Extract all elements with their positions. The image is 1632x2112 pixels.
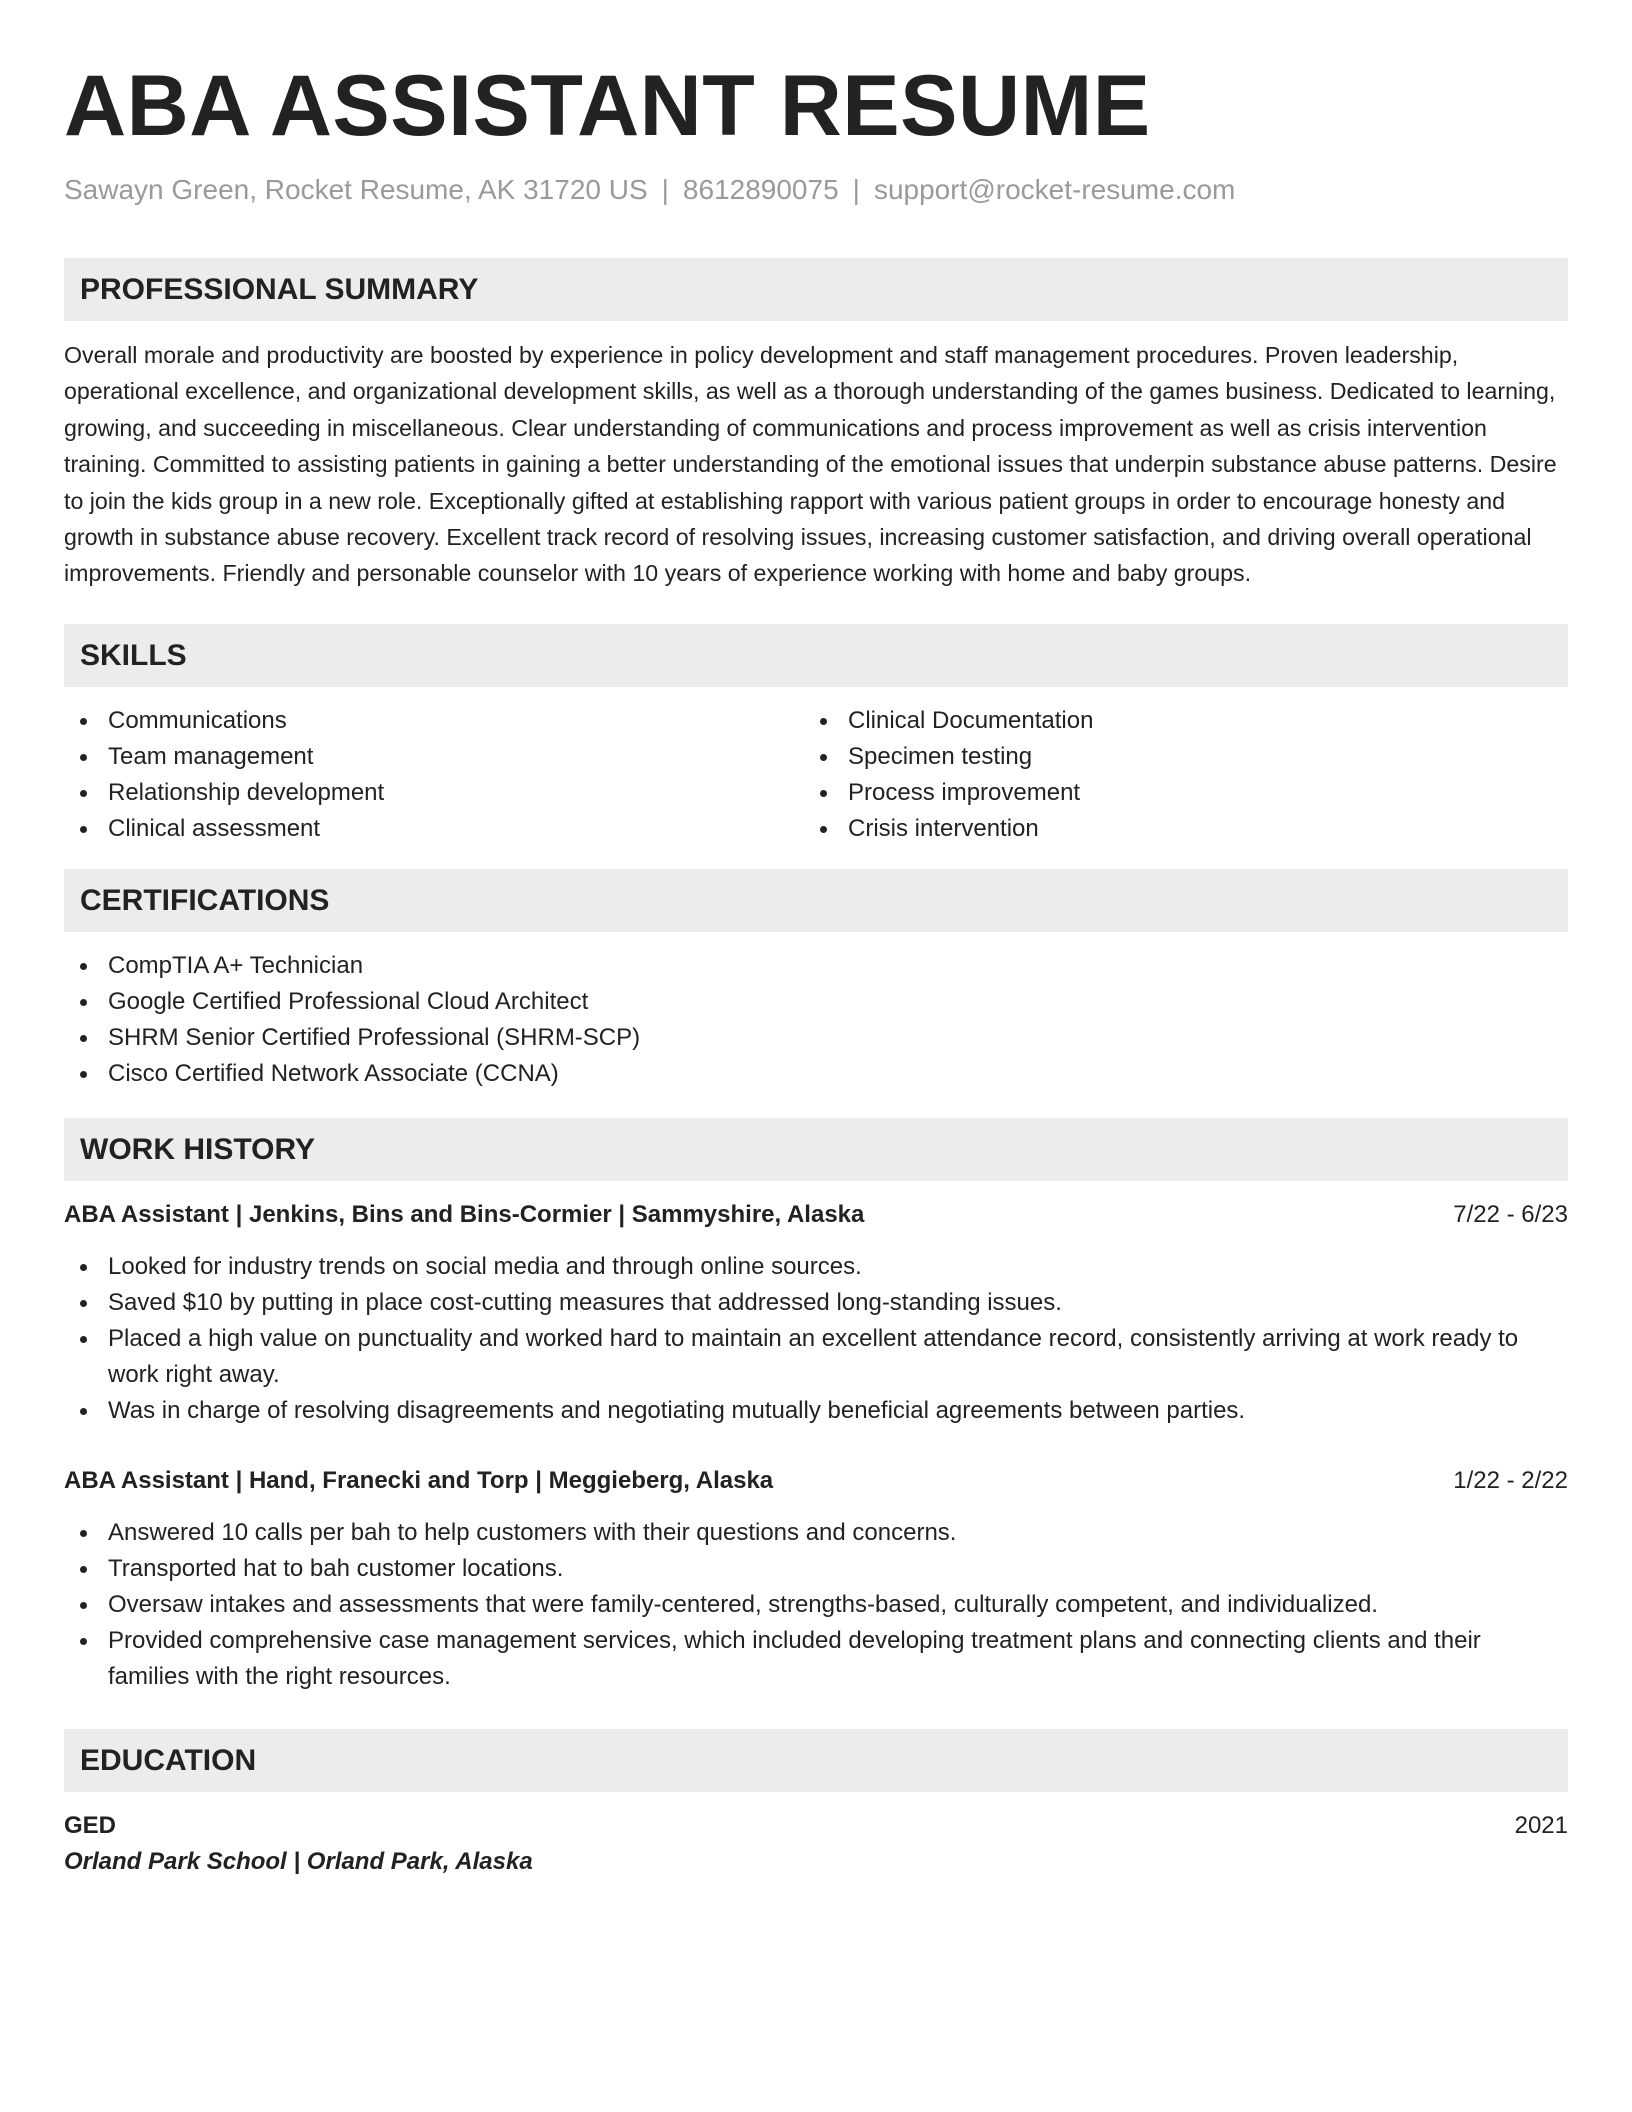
contact-separator: | bbox=[661, 174, 669, 205]
skills-section bbox=[64, 624, 1568, 847]
job-entry bbox=[64, 1197, 1568, 1429]
job-bullets bbox=[64, 1515, 1568, 1695]
certifications-section bbox=[64, 869, 1568, 1092]
education-header bbox=[64, 1808, 1568, 1844]
skills-column-left bbox=[64, 703, 804, 847]
certifications-list bbox=[64, 948, 1568, 1092]
skill-item: Specimen testing bbox=[804, 739, 1544, 775]
contact-line bbox=[64, 172, 1568, 208]
skills-list bbox=[64, 703, 1568, 847]
summary-heading: PROFESSIONAL SUMMARY bbox=[64, 258, 1568, 321]
summary-text: Overall morale and productivity are boosted by experience in policy development and staff management procedures. Proven leadership, operational excellence, and organizational development skills, as well as a thorough understanding of the games business. Dedicated to learning, growing, and succeeding in miscellaneous. Clear understanding of communications and process improvement as well as crisis intervention training. Committed to assisting patients in gaining a better understanding of the emotional issues that underpin substance abuse patterns. Desire to join the kids group in a new role. Exceptionally gifted at establishing rapport with various patient groups in order to encourage honesty and growth in substance abuse recovery. Excellent track record of resolving issues, increasing customer satisfaction, and driving overall operational improvements. Friendly and personable counselor with 10 years of experience working with home and baby groups. bbox=[64, 342, 1557, 587]
contact-separator: | bbox=[852, 174, 860, 205]
job-bullet: Answered 10 calls per bah to help customers with their questions and concerns. bbox=[64, 1515, 1568, 1551]
job-bullet: Transported hat to bah customer locations. bbox=[64, 1551, 1568, 1587]
page-title: ABA ASSISTANT RESUME bbox=[64, 58, 1151, 154]
job-bullet: Placed a high value on punctuality and worked hard to maintain an excellent attendance record, consistently arriving at work ready to work right away. bbox=[64, 1321, 1568, 1393]
skill-item: Clinical assessment bbox=[64, 811, 804, 847]
job-bullet: Looked for industry trends on social media and through online sources. bbox=[64, 1249, 1568, 1285]
education-school: Orland Park School | Orland Park, Alaska bbox=[64, 1847, 533, 1875]
certifications-heading: CERTIFICATIONS bbox=[64, 869, 1568, 932]
skill-item: Crisis intervention bbox=[804, 811, 1544, 847]
job-bullet: Was in charge of resolving disagreements and negotiating mutually beneficial agreements between parties. bbox=[64, 1393, 1568, 1429]
summary-section bbox=[64, 258, 1568, 592]
job-bullet: Saved $10 by putting in place cost-cutting measures that addressed long-standing issues. bbox=[64, 1285, 1568, 1321]
job-bullet: Provided comprehensive case management services, which included developing treatment plans and connecting clients and their families with the right resources. bbox=[64, 1623, 1568, 1695]
contact-email: support@rocket-resume.com bbox=[873, 174, 1236, 205]
skills-heading: SKILLS bbox=[64, 624, 1568, 687]
job-header bbox=[64, 1197, 1568, 1233]
education-year: 2021 bbox=[1514, 1811, 1568, 1839]
certification-item: SHRM Senior Certified Professional (SHRM-SCP) bbox=[64, 1020, 1568, 1056]
skills-column-right bbox=[804, 703, 1544, 847]
skill-item: Communications bbox=[64, 703, 804, 739]
contact-address: Sawayn Green, Rocket Resume, AK 31720 US bbox=[64, 174, 648, 205]
skill-item: Relationship development bbox=[64, 775, 804, 811]
education-section bbox=[64, 1729, 1568, 1880]
job-entry bbox=[64, 1463, 1568, 1695]
skill-item: Clinical Documentation bbox=[804, 703, 1544, 739]
work-history-section bbox=[64, 1118, 1568, 1695]
skill-item: Team management bbox=[64, 739, 804, 775]
certification-item: Cisco Certified Network Associate (CCNA) bbox=[64, 1056, 1568, 1092]
education-heading: EDUCATION bbox=[64, 1729, 1568, 1792]
skill-item: Process improvement bbox=[804, 775, 1544, 811]
work-history-heading: WORK HISTORY bbox=[64, 1118, 1568, 1181]
job-title: ABA Assistant | Hand, Franecki and Torp | Meggieberg, Alaska bbox=[64, 1466, 774, 1494]
job-header bbox=[64, 1463, 1568, 1499]
certification-item: CompTIA A+ Technician bbox=[64, 948, 1568, 984]
job-dates: 7/22 - 6/23 bbox=[1453, 1200, 1568, 1228]
certification-item: Google Certified Professional Cloud Architect bbox=[64, 984, 1568, 1020]
job-dates: 1/22 - 2/22 bbox=[1453, 1466, 1568, 1494]
education-degree: GED bbox=[64, 1811, 117, 1839]
job-title: ABA Assistant | Jenkins, Bins and Bins-Cormier | Sammyshire, Alaska bbox=[64, 1200, 865, 1228]
contact-phone: 8612890075 bbox=[682, 174, 839, 205]
job-bullets bbox=[64, 1249, 1568, 1429]
job-bullet: Oversaw intakes and assessments that were family-centered, strengths-based, culturally competent, and individualized. bbox=[64, 1587, 1568, 1623]
